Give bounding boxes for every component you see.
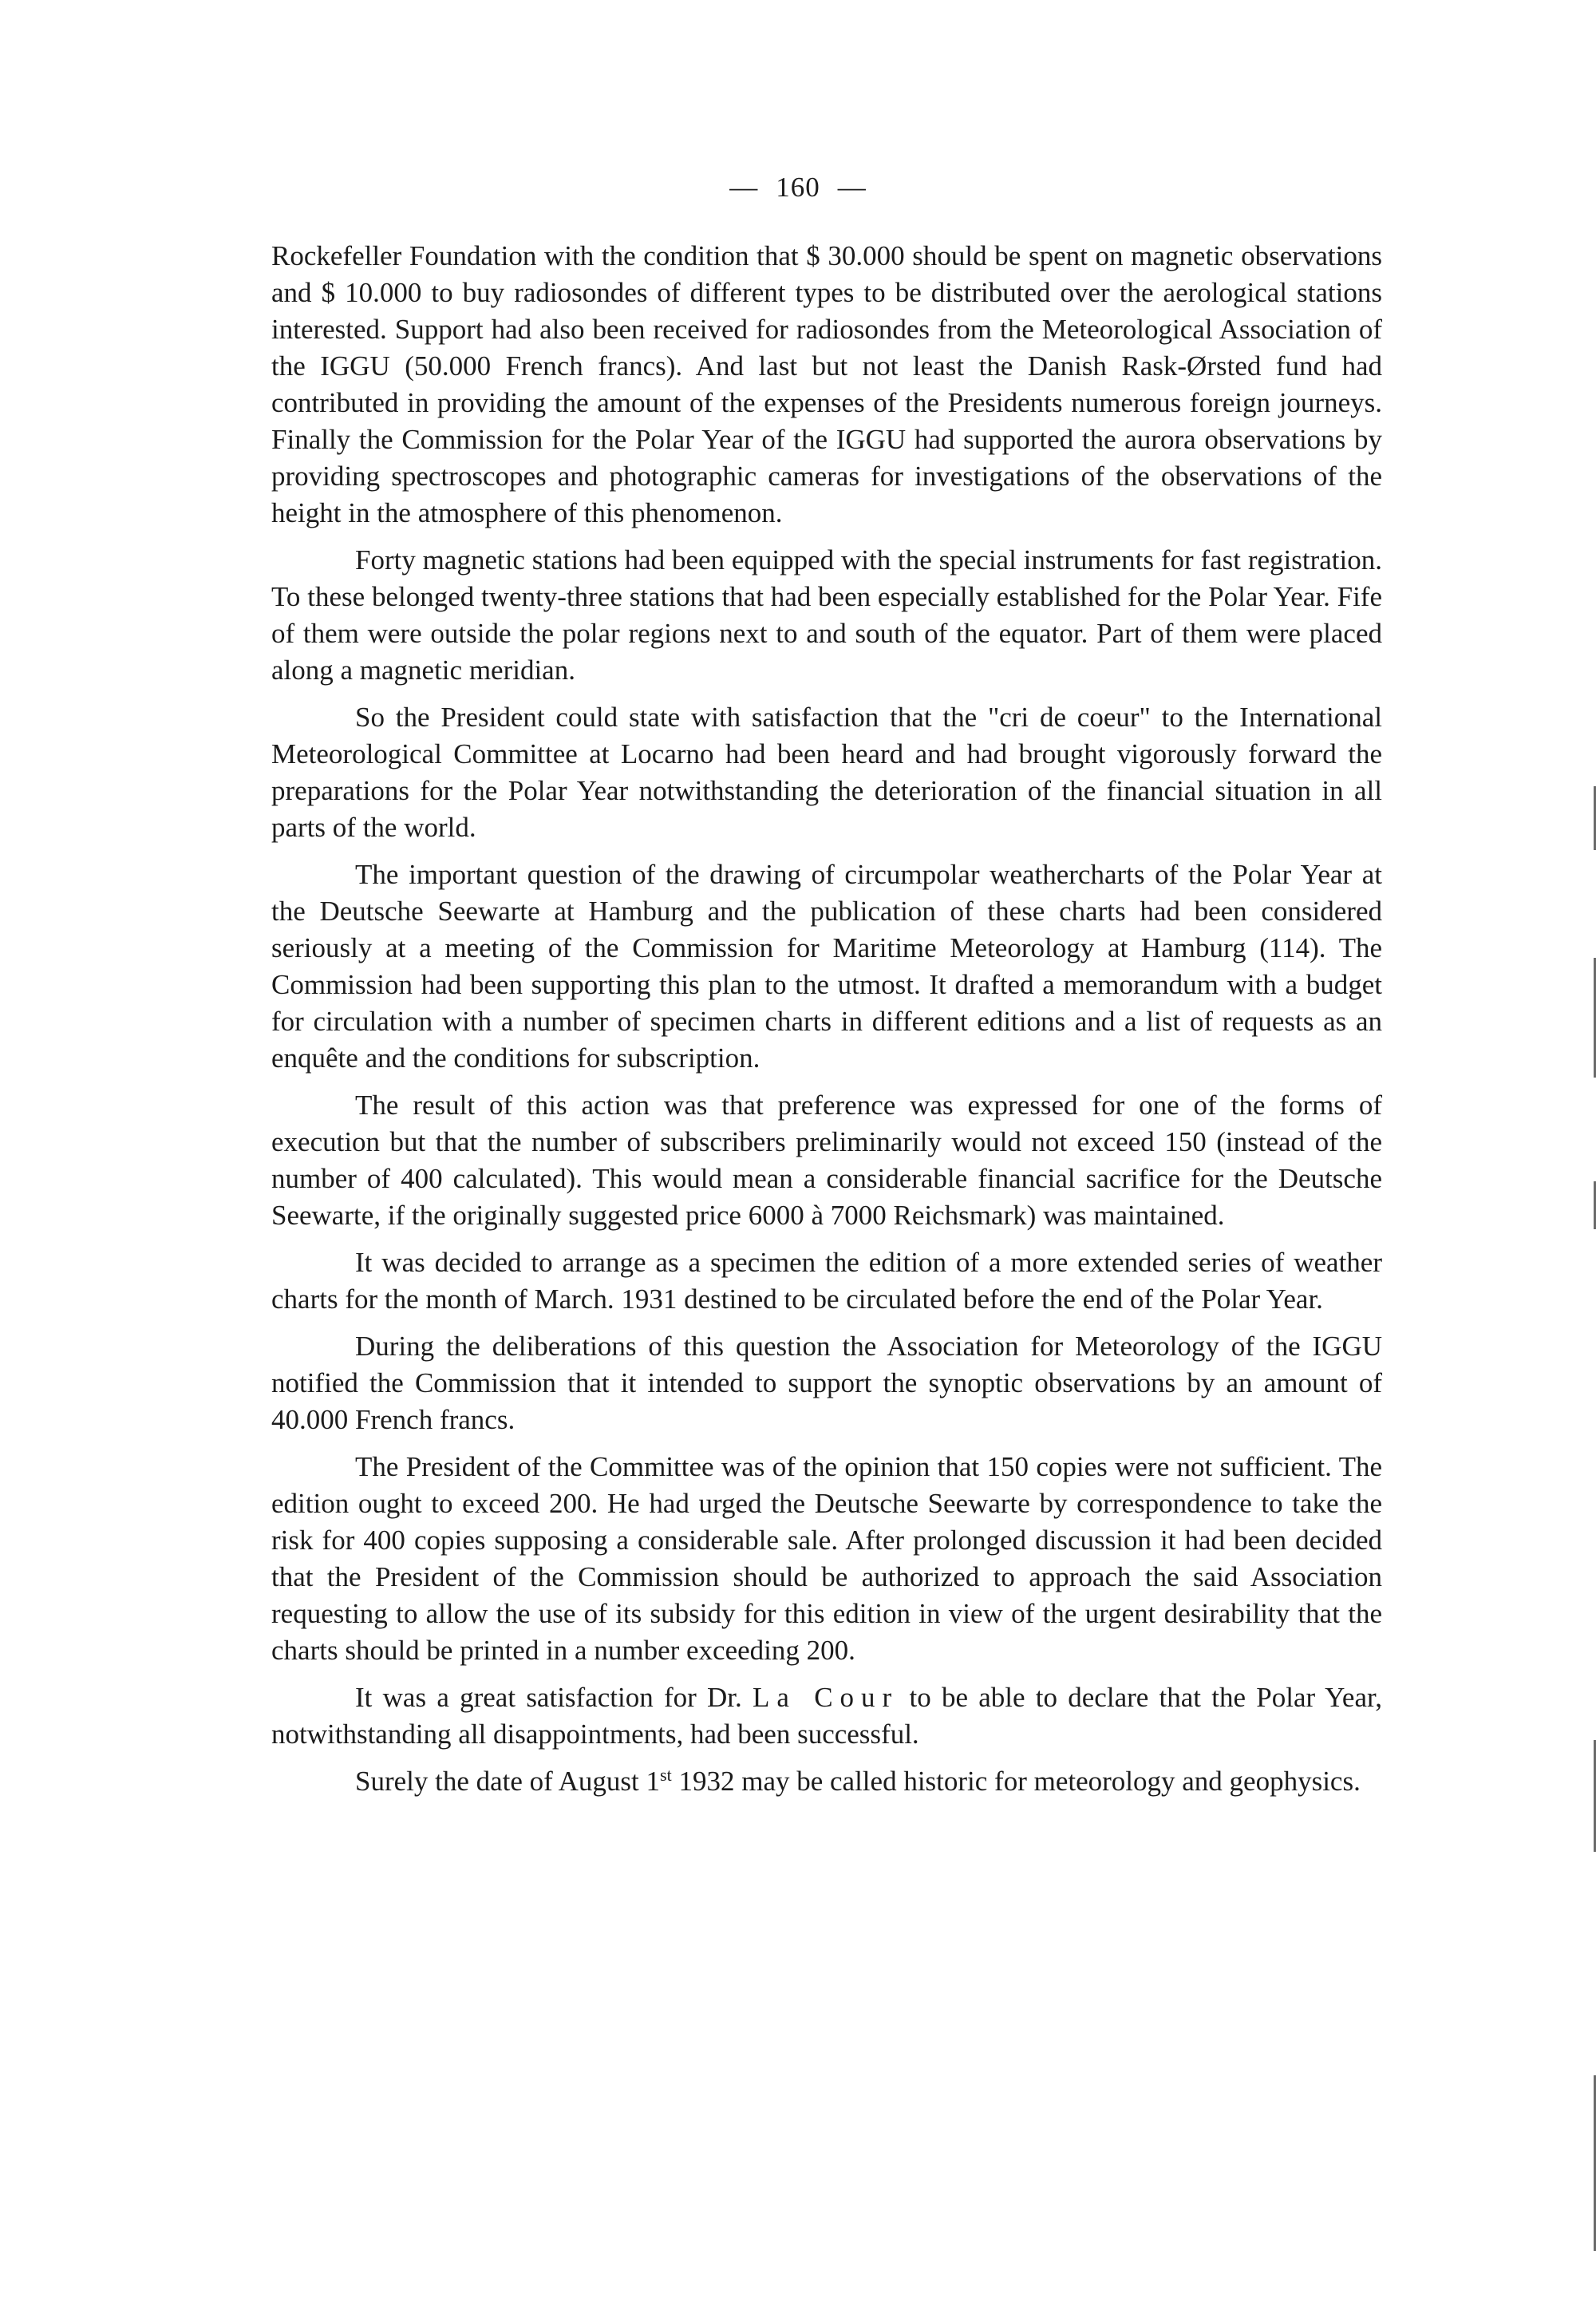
page-number-dash-left: — [729, 172, 759, 203]
paragraph-6: It was decided to arrange as a specimen the edition of a more extended series of weather charts for the month of March. 1931 destined to be circulated before the end of the Polar Year. [271, 1247, 1382, 1315]
ordinal-superscript: st [660, 1765, 672, 1785]
paragraph-9 [271, 1679, 1382, 1753]
paragraph-1: Rockefeller Foundation with the condition that $ 30.000 should be spent on magnetic observations and $ 10.000 to buy radiosondes of different types to be distributed over the aerological stations interested. Support had also been received for radiosondes from the Meteorological Association of the IGGU (50.000 French francs). And last but not least the Danish Rask-Ørsted fund had contributed in providing the amount of the expenses of the Presidents numerous foreign journeys. Finally the Commission for the Polar Year of the IGGU had supported the aurora observations by providing spectroscopes and photographic cameras for investigations of the observations of the height in the atmosphere of this phenomenon. [271, 240, 1382, 528]
paragraph-9-text-start: It was a great satisfaction for Dr. [355, 1682, 753, 1713]
paragraph-4: The important question of the drawing of circumpolar weathercharts of the Polar Year at the Deutsche Seewarte at Hamburg and the publication of these charts had been considered seriously at a meeting of the Commission for Maritime Meteorology at Hamburg (114). The Commission had been supporting this plan to the utmost. It drafted a memorandum with a budget for circulation with a number of specimen charts in different editions and a list of requests as an enquête and the conditions for subscription. [271, 859, 1382, 1074]
paragraph-10 [271, 1763, 1382, 1800]
paragraph-10-text-end: 1932 may be called historic for meteorology and geophysics. [671, 1766, 1361, 1797]
letterspaced-name: La Cour [753, 1682, 899, 1713]
page-number-value: 160 [776, 172, 820, 203]
page-number [0, 172, 1596, 204]
page-number-dash-right: — [837, 172, 867, 203]
paragraph-3: So the President could state with satisfaction that the "cri de coeur" to the International Meteorological Committee at Locarno had been heard and had brought vigorously forward the preparations for the Polar Year notwithstanding the deterioration of the financial situation in all parts of the world. [271, 702, 1382, 843]
paragraph-8: The President of the Committee was of the opinion that 150 copies were not sufficient. The edition ought to exceed 200. He had urged the Deutsche Seewarte by correspondence to take the risk for 400 copies supposing a considerable sale. After prolonged discussion it had been decided that the President of the Commission should be authorized to approach the said Association requesting to allow the use of its subsidy for this edition in view of the urgent desirability that the charts should be printed in a number exceeding 200. [271, 1451, 1382, 1666]
paragraph-10-text-start: Surely the date of August 1 [355, 1766, 661, 1797]
paragraph-5: The result of this action was that preference was expressed for one of the forms of execution but that the number of subscribers preliminarily would not exceed 150 (instead of the number of 400 calculated). This would mean a considerable financial sacrifice for the Deutsche Seewarte, if the originally suggested price 6000 à 7000 Reichsmark) was maintained. [271, 1090, 1382, 1231]
paragraph-2: Forty magnetic stations had been equipped with the special instruments for fast registration. To these belonged twenty-three stations that had been especially established for the Polar Year. Fife of them were outside the polar regions next to and south of the equator. Part of them were placed along a magnetic meridian. [271, 544, 1382, 686]
paragraph-9-text-end: to be able to declare that the Polar Year, notwithstanding all disappointments, had been successful. [271, 1682, 1382, 1750]
body-text [271, 238, 1382, 1810]
paragraph-7: During the deliberations of this question the Association for Meteorology of the IGGU notified the Commission that it intended to support the synoptic observations by an amount of 40.000 French francs. [271, 1331, 1382, 1435]
